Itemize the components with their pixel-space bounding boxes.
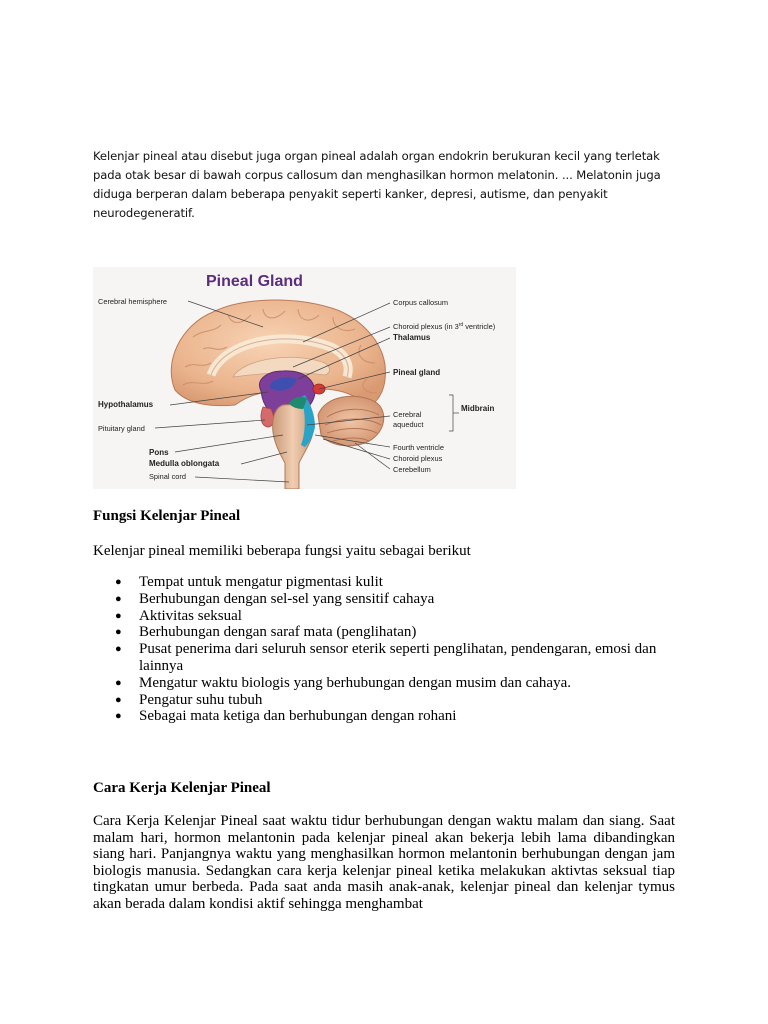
list-item: ● Berhubungan dengan saraf mata (penglihatan) bbox=[115, 624, 417, 641]
label-pituitary-gland: Pituitary gland bbox=[98, 424, 145, 433]
bullet-icon: ● bbox=[115, 626, 122, 639]
list-item: ● Berhubungan dengan sel-sel yang sensitif cahaya bbox=[115, 590, 435, 607]
label-choroid-plexus-3rd: Choroid plexus (in 3rd ventricle) bbox=[393, 322, 496, 331]
label-pons: Pons bbox=[149, 448, 169, 457]
bullet-icon: ● bbox=[115, 676, 122, 689]
bullet-icon: ● bbox=[115, 693, 122, 706]
label-fourth-ventricle: Fourth ventricle bbox=[393, 443, 444, 452]
label-corpus-callosum: Corpus callosum bbox=[393, 298, 449, 307]
label-cerebral: Cerebral bbox=[393, 410, 422, 419]
label-midbrain: Midbrain bbox=[461, 404, 495, 413]
label-hypothalamus: Hypothalamus bbox=[98, 400, 154, 409]
label-thalamus: Thalamus bbox=[393, 333, 431, 342]
bullet-icon: ● bbox=[115, 710, 122, 723]
label-pineal-gland: Pineal gland bbox=[393, 368, 441, 377]
brain-illustration bbox=[93, 267, 516, 489]
label-spinal-cord: Spinal cord bbox=[149, 472, 186, 481]
label-cerebral-hemisphere: Cerebral hemisphere bbox=[98, 297, 168, 306]
function-list bbox=[93, 574, 678, 725]
figure-title: Pineal Gland bbox=[206, 273, 303, 290]
list-item: ● Aktivitas seksual bbox=[115, 607, 242, 624]
list-item: ● Pusat penerima dari seluruh sensor eterik seperti penglihatan, pendengaran, emosi dan lainnya bbox=[115, 641, 657, 674]
list-item: ● Sebagai mata ketiga dan berhubungan dengan rohani bbox=[115, 708, 457, 725]
pineal-gland-diagram bbox=[93, 267, 516, 489]
label-choroid-plexus: Choroid plexus bbox=[393, 454, 443, 463]
list-item: ● Tempat untuk mengatur pigmentasi kulit bbox=[115, 574, 383, 590]
bullet-icon: ● bbox=[115, 643, 122, 656]
intro-paragraph: Kelenjar pineal atau disebut juga organ pineal adalah organ endokrin berukuran kecil yang terletak pada otak besar di bawah corpus callosum dan menghasilkan hormon melatonin. ... Melatonin juga diduga berperan dalam beberapa penyakit seperti kanker, depresi, autisme, dan penyakit neurodegeneratif. bbox=[93, 149, 661, 220]
section-heading-cara-kerja: Cara Kerja Kelenjar Pineal bbox=[93, 780, 271, 796]
label-aqueduct: aqueduct bbox=[393, 420, 424, 429]
section-lead-paragraph: Kelenjar pineal memiliki beberapa fungsi yaitu sebagai berikut bbox=[93, 543, 471, 559]
list-item: ● Mengatur waktu biologis yang berhubungan dengan musim dan cahaya. bbox=[115, 674, 571, 691]
bullet-icon: ● bbox=[115, 592, 122, 605]
label-medulla-oblongata: Medulla oblongata bbox=[149, 459, 220, 468]
label-cerebellum: Cerebellum bbox=[393, 465, 431, 474]
bullet-icon: ● bbox=[115, 576, 122, 588]
bullet-icon: ● bbox=[115, 609, 122, 622]
section-heading-fungsi: Fungsi Kelenjar Pineal bbox=[93, 508, 241, 524]
list-item: ● Pengatur suhu tubuh bbox=[115, 691, 263, 708]
cara-kerja-paragraph: Cara Kerja Kelenjar Pineal saat waktu tidur berhubungan dengan waktu malam dan siang. Saat malam hari, hormon melantonin pada kelenjar pineal akan bekerja lebih lama dibandingkan siang hari. Panjangnya waktu yang menghasilkan hormon melantonin berhubungan dengan jam biologis manusia. Sedangkan cara kerja kelenjar pineal ketika melakukan aktivtas seksual tiap tingkatan umur berbeda. Pada saat anda masih anak-anak, kelenjar pineal dan kelenjar tymus akan berada dalam kondisi aktif sehingga menghambat bbox=[93, 813, 675, 912]
